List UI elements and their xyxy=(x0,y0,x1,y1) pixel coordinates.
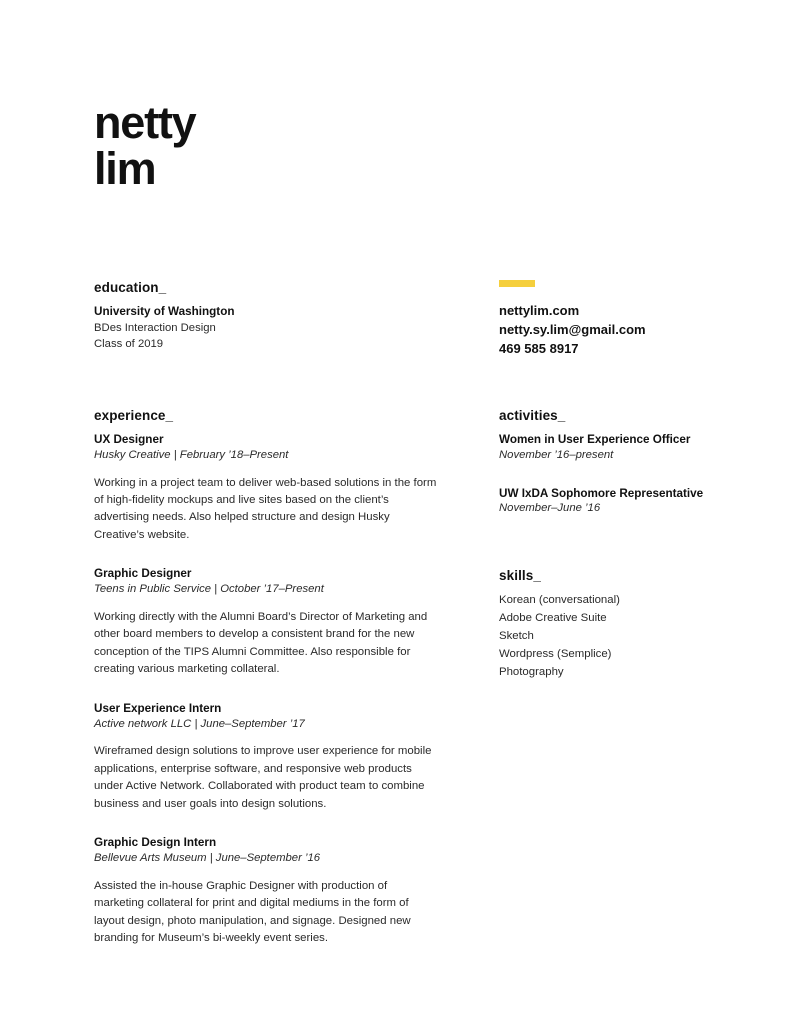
experience-body: Assisted the in-house Graphic Designer with production of marketing collateral for print and digital mediums in the form of layout design, photo manipulation, and signage. Designed new branding for Museum’s bi-weekly event series. xyxy=(94,879,411,944)
activity-item xyxy=(499,486,749,518)
experience-body: Working in a project team to deliver web-based solutions in the form of high-fidelity mockups and live sites based on the client’s advertising needs. Also helped structure and design Husky Creative’s website. xyxy=(94,476,437,541)
spacer xyxy=(94,679,439,701)
activity-item xyxy=(499,432,749,464)
skill-item: Photography xyxy=(499,665,564,678)
contact-email[interactable]: netty.sy.lim@gmail.com xyxy=(499,322,646,338)
experience-title: User Experience Intern xyxy=(94,701,222,715)
activity-title: UW IxDA Sophomore Representative xyxy=(499,486,704,500)
experience-title: UX Designer xyxy=(94,433,164,446)
activity-title: Women in User Experience Officer xyxy=(499,433,691,446)
spacer xyxy=(94,544,439,566)
left-column xyxy=(94,280,439,944)
education-section xyxy=(94,280,439,352)
skills-section xyxy=(499,568,749,682)
skill-item: Sketch xyxy=(499,629,534,642)
first-name: netty xyxy=(94,97,196,148)
education-school: University of Washington xyxy=(94,305,235,318)
contact-phone[interactable]: 469 585 8917 xyxy=(499,341,579,357)
education-degree: BDes Interaction Design xyxy=(94,321,216,334)
education-entry xyxy=(94,304,439,352)
last-name: lim xyxy=(94,142,156,194)
experience-body: Working directly with the Alumni Board’s Director of Marketing and other board members to develop a consistent brand for the new conception of the TIPS Alumni Committee. Also responsible for creating various marketing collateral. xyxy=(94,610,428,676)
experience-title: Graphic Designer xyxy=(94,567,192,581)
experience-item xyxy=(94,835,439,947)
experience-body: Wireframed design solutions to improve user experience for mobile applications, enterprise software, and responsive web products under Active Network. Collaborated with product team to combine business and user goals into design solutions. xyxy=(94,745,432,810)
experience-item xyxy=(94,701,439,813)
accent-bar xyxy=(499,280,535,287)
experience-meta: Teens in Public Service | October ’17–Present xyxy=(94,583,324,596)
contact-section xyxy=(499,280,719,359)
spacer xyxy=(499,464,749,486)
contact-website[interactable]: nettylim.com xyxy=(499,303,580,318)
skill-item: Wordpress (Semplice) xyxy=(499,647,612,660)
skill-item: Korean (conversational) xyxy=(499,594,620,606)
skills-heading: skills_ xyxy=(499,568,541,583)
experience-item xyxy=(94,566,439,678)
experience-item xyxy=(94,432,439,544)
experience-meta: Husky Creative | February ’18–Present xyxy=(94,448,289,461)
experience-heading: experience_ xyxy=(94,408,174,423)
experience-meta: Active network LLC | June–September ’17 xyxy=(94,717,305,730)
name-block xyxy=(94,97,196,194)
right-column xyxy=(499,280,719,678)
activities-section xyxy=(499,408,749,517)
activity-meta: November–June ’16 xyxy=(499,502,601,515)
education-heading: education_ xyxy=(94,280,167,295)
skill-item: Adobe Creative Suite xyxy=(499,611,607,624)
experience-title: Graphic Design Intern xyxy=(94,836,217,850)
experience-meta: Bellevue Arts Museum | June–September ’16 xyxy=(94,851,321,864)
experience-section xyxy=(94,408,439,947)
activity-meta: November ’16–present xyxy=(499,448,614,461)
spacer xyxy=(94,813,439,835)
activities-heading: activities_ xyxy=(499,408,566,423)
education-year: Class of 2019 xyxy=(94,337,164,350)
